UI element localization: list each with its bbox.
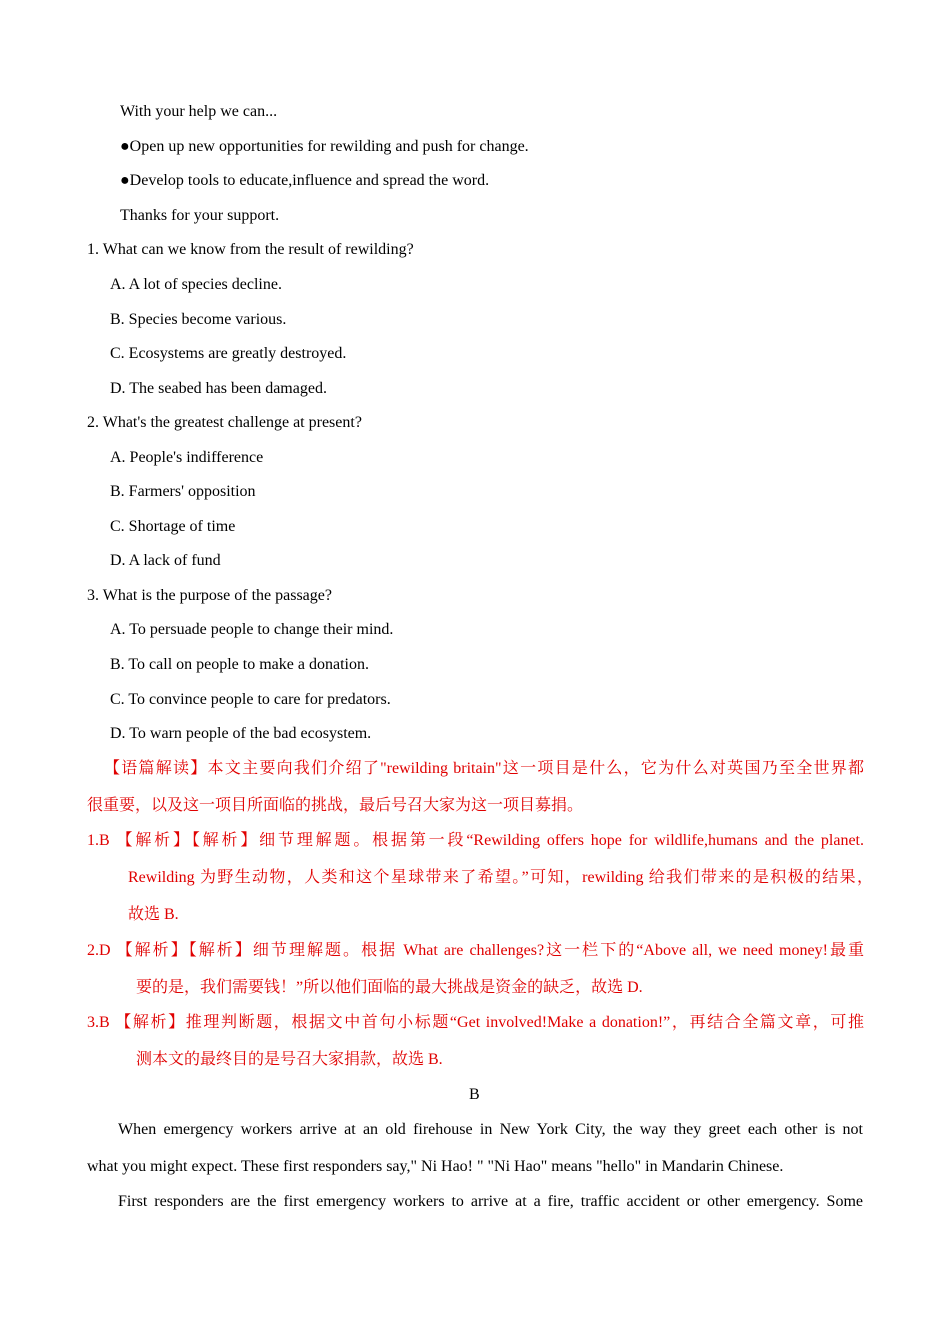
bullet-item: ●Develop tools to educate,influence and spread the word.: [120, 172, 490, 189]
option: C. Shortage of time: [110, 518, 236, 535]
option: B. Farmers' opposition: [110, 483, 256, 500]
option: D. A lack of fund: [110, 552, 221, 569]
option: D. The seabed has been damaged.: [110, 380, 327, 397]
section-heading: B: [469, 1086, 480, 1103]
thanks-line: Thanks for your support.: [120, 207, 280, 224]
analysis-summary: 【语篇解读】本文主要向我们介绍了"rewilding britain"这一项目是什么，它为什么对英国乃至全世界都: [104, 760, 864, 777]
question-stem: 2. What's the greatest challenge at present?: [87, 414, 362, 431]
help-line: With your help we can...: [120, 103, 278, 120]
answer-3-analysis: 测本文的最终目的是号召大家捐款，故选 B.: [136, 1051, 443, 1068]
answer-2-analysis: 要的是，我们需要钱！”所以他们面临的最大挑战是资金的缺乏，故选 D.: [136, 979, 643, 996]
option: A. A lot of species decline.: [110, 276, 282, 293]
passage-line: First responders are the first emergency workers to arrive at a fire, traffic accident or other emergency. Some: [118, 1193, 863, 1210]
answer-1-analysis: Rewilding 为野生动物，人类和这个星球带来了希望。”可知，rewilding 给我们带来的是积极的结果，: [128, 869, 873, 886]
option: C. Ecosystems are greatly destroyed.: [110, 345, 347, 362]
question-stem: 3. What is the purpose of the passage?: [87, 587, 332, 604]
answer-2-analysis: 2.D 【解析】【解析】细节理解题。根据 What are challenges?这一栏下的“Above all, we need money!最重: [87, 942, 864, 959]
bullet-item: ●Open up new opportunities for rewilding and push for change.: [120, 138, 529, 155]
option: C. To convince people to care for predators.: [110, 691, 391, 708]
option: B. Species become various.: [110, 311, 287, 328]
answer-1-analysis: 故选 B.: [128, 906, 179, 923]
analysis-summary: 很重要，以及这一项目所面临的挑战，最后号召大家为这一项目募捐。: [87, 797, 584, 814]
option: A. People's indifference: [110, 449, 264, 466]
answer-1-analysis: 1.B 【解析】【解析】细节理解题。根据第一段“Rewilding offers hope for wildlife,humans and the planet.: [87, 832, 864, 849]
passage-line: When emergency workers arrive at an old firehouse in New York City, the way they greet each other is not: [118, 1121, 863, 1138]
option: B. To call on people to make a donation.: [110, 656, 369, 673]
passage-line: what you might expect. These first responders say," Ni Hao! " "Ni Hao" means "hello" in Mandarin Chinese.: [87, 1158, 784, 1175]
answer-3-analysis: 3.B 【解析】推理判断题，根据文中首句小标题“Get involved!Make a donation!”，再结合全篇文章，可推: [87, 1014, 864, 1031]
question-stem: 1. What can we know from the result of rewilding?: [87, 241, 414, 258]
option: A. To persuade people to change their mind.: [110, 621, 394, 638]
option: D. To warn people of the bad ecosystem.: [110, 725, 372, 742]
